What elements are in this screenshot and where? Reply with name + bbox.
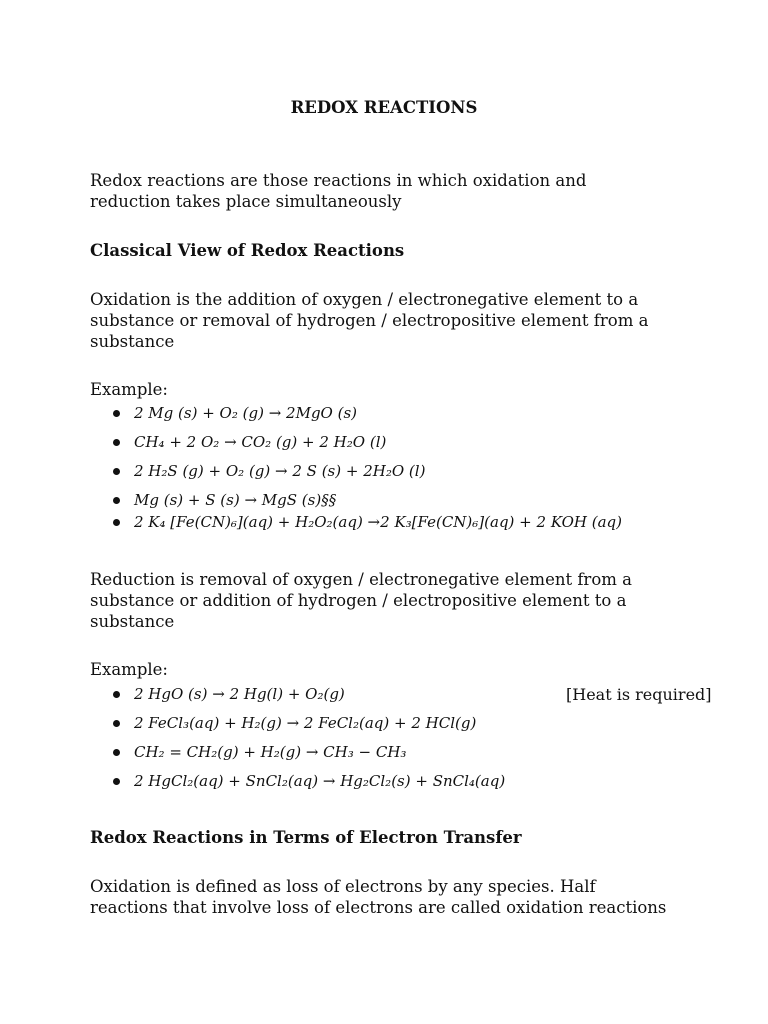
bullet-icon <box>113 439 120 446</box>
page-title: REDOX REACTIONS <box>290 98 478 117</box>
example-label-reduction: Example: <box>90 660 168 679</box>
list-item <box>134 684 712 705</box>
example-label-oxidation: Example: <box>90 380 168 399</box>
bullet-icon <box>113 749 120 756</box>
equation: 2 Mg (s) + O₂ (g) → 2MgO (s) <box>134 404 358 422</box>
equation: 2 HgO (s) → 2 Hg(l) + O₂(g) <box>134 685 345 703</box>
list-item <box>134 461 425 482</box>
equation: Mg (s) + S (s) → MgS (s)§§ <box>134 491 337 509</box>
bullet-icon <box>113 468 120 475</box>
equation: 2 FeCl₃(aq) + H₂(g) → 2 FeCl₂(aq) + 2 HCl(g) <box>134 714 477 732</box>
bullet-icon <box>113 720 120 727</box>
equation: 2 H₂S (g) + O₂ (g) → 2 S (s) + 2H₂O (l) <box>134 462 426 480</box>
section-heading-classical: Classical View of Redox Reactions <box>90 241 405 260</box>
bullet-icon <box>113 410 120 417</box>
intro-line-2: reduction takes place simultaneously <box>90 192 402 211</box>
equation: CH₂ = CH₂(g) + H₂(g) → CH₃ − CH₃ <box>134 743 407 761</box>
reduction-def-line-1: Reduction is removal of oxygen / electronegative element from a <box>90 570 632 589</box>
list-item <box>134 512 622 533</box>
bullet-icon <box>113 497 120 504</box>
section-heading-electron-transfer: Redox Reactions in Terms of Electron Transfer <box>90 828 522 847</box>
electron-oxidation-line-1: Oxidation is defined as loss of electrons by any species. Half <box>90 877 596 896</box>
list-item <box>134 490 336 511</box>
oxidation-def-line-1: Oxidation is the addition of oxygen / electronegative element to a <box>90 290 639 309</box>
equation: 2 HgCl₂(aq) + SnCl₂(aq) → Hg₂Cl₂(s) + SnCl₄(aq) <box>134 772 506 790</box>
oxidation-def-line-2: substance or removal of hydrogen / electropositive element from a <box>90 311 649 330</box>
list-item <box>134 432 386 453</box>
electron-oxidation-line-2: reactions that involve loss of electrons are called oxidation reactions <box>90 898 667 917</box>
oxidation-def-line-3: substance <box>90 332 175 351</box>
bullet-icon <box>113 519 120 526</box>
list-item <box>134 771 505 792</box>
list-item <box>134 742 406 763</box>
list-item <box>134 403 357 424</box>
bullet-icon <box>113 778 120 785</box>
heat-required-note: [Heat is required] <box>566 685 712 704</box>
list-item <box>134 713 476 734</box>
reduction-def-line-3: substance <box>90 612 175 631</box>
reduction-def-line-2: substance or addition of hydrogen / electropositive element to a <box>90 591 627 610</box>
intro-line-1: Redox reactions are those reactions in which oxidation and <box>90 171 587 190</box>
bullet-icon <box>113 691 120 698</box>
equation: 2 K₄ [Fe(CN)₆](aq) + H₂O₂(aq) →2 K₃[Fe(CN)₆](aq) + 2 KOH (aq) <box>134 513 623 531</box>
equation: CH₄ + 2 O₂ → CO₂ (g) + 2 H₂O (l) <box>134 433 387 451</box>
